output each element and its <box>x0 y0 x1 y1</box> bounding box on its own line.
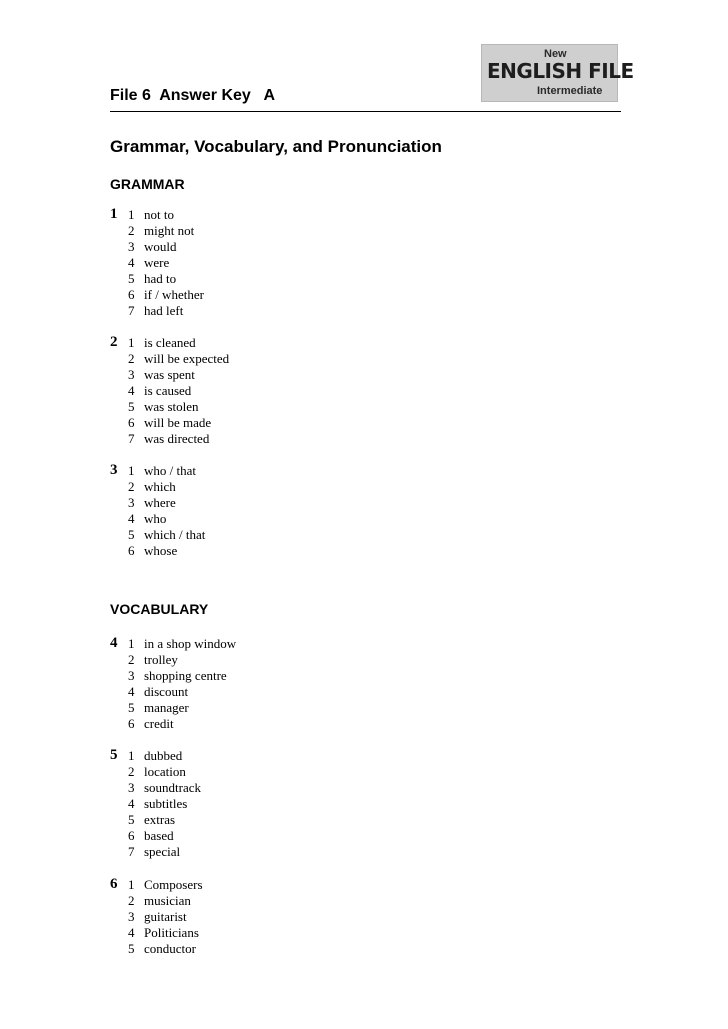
exercise-number: 4 <box>110 635 118 651</box>
answer-number: 4 <box>128 796 135 811</box>
answer-row <box>110 239 410 255</box>
answer-text: whose <box>144 543 178 558</box>
answer-number: 3 <box>128 495 135 510</box>
exercise-5 <box>110 748 410 860</box>
answer-number: 2 <box>128 223 135 238</box>
answer-number: 1 <box>128 463 135 478</box>
answer-text: will be expected <box>144 351 230 366</box>
answer-number: 4 <box>128 383 135 398</box>
exercise-6 <box>110 877 410 957</box>
answer-text: who <box>144 511 167 526</box>
answer-row <box>110 255 410 271</box>
answer-row <box>110 668 410 684</box>
answer-text: special <box>144 844 181 859</box>
answer-text: where <box>144 495 176 510</box>
answer-number: 2 <box>128 764 135 779</box>
exercise-2 <box>110 335 410 447</box>
answer-number: 1 <box>128 207 135 222</box>
answer-row <box>110 415 410 431</box>
answer-row <box>110 495 410 511</box>
answer-row <box>110 796 410 812</box>
answer-row <box>110 223 410 239</box>
answer-text: was stolen <box>144 399 199 414</box>
answer-text: is caused <box>144 383 192 398</box>
answer-number: 7 <box>128 303 135 318</box>
answer-text: if / whether <box>144 287 204 302</box>
answer-row <box>110 511 410 527</box>
answer-row <box>110 700 410 716</box>
answer-row <box>110 925 410 941</box>
answer-text: which / that <box>144 527 206 542</box>
answer-number: 3 <box>128 668 135 683</box>
answer-row <box>110 527 410 543</box>
answer-number: 6 <box>128 543 135 558</box>
logo-level: Intermediate <box>537 85 603 97</box>
answer-row <box>110 812 410 828</box>
answer-text: Composers <box>144 877 203 892</box>
exercise-1 <box>110 207 410 319</box>
answer-row <box>110 431 410 447</box>
answer-text: not to <box>144 207 174 222</box>
answer-row <box>110 748 410 764</box>
answer-number: 1 <box>128 748 135 763</box>
answer-number: 2 <box>128 351 135 366</box>
answer-number: 4 <box>128 684 135 699</box>
answer-row <box>110 287 410 303</box>
section-title: Grammar, Vocabulary, and Pronunciation <box>110 137 442 156</box>
answer-text: in a shop window <box>144 636 237 651</box>
answer-text: was spent <box>144 367 195 382</box>
answer-text: is cleaned <box>144 335 196 350</box>
answer-text: location <box>144 764 186 779</box>
answer-number: 7 <box>128 844 135 859</box>
answer-row <box>110 877 410 893</box>
answer-text: soundtrack <box>144 780 202 795</box>
answer-row <box>110 335 410 351</box>
answer-text: discount <box>144 684 189 699</box>
answer-number: 1 <box>128 877 135 892</box>
exercise-number: 3 <box>110 462 118 478</box>
answer-text: subtitles <box>144 796 188 811</box>
answer-text: guitarist <box>144 909 187 924</box>
exercise-number: 5 <box>110 747 118 763</box>
english-file-logo <box>481 44 634 102</box>
answer-number: 1 <box>128 636 135 651</box>
answer-text: based <box>144 828 174 843</box>
answer-number: 7 <box>128 431 135 446</box>
answer-number: 5 <box>128 399 135 414</box>
answer-text: had left <box>144 303 184 318</box>
answer-row <box>110 684 410 700</box>
answer-row <box>110 893 410 909</box>
answer-row <box>110 383 410 399</box>
answer-number: 4 <box>128 255 135 270</box>
answer-number: 5 <box>128 812 135 827</box>
answer-number: 2 <box>128 893 135 908</box>
answer-row <box>110 399 410 415</box>
answer-text: would <box>144 239 177 254</box>
answer-number: 5 <box>128 271 135 286</box>
answer-text: shopping centre <box>144 668 227 683</box>
answer-number: 2 <box>128 652 135 667</box>
answer-number: 5 <box>128 527 135 542</box>
exercise-3 <box>110 463 410 559</box>
answer-row <box>110 479 410 495</box>
answer-number: 3 <box>128 780 135 795</box>
logo-title: ENGLISH FILE <box>487 59 634 83</box>
answer-text: were <box>144 255 170 270</box>
answer-text: musician <box>144 893 191 908</box>
answer-row <box>110 367 410 383</box>
answer-row <box>110 941 410 957</box>
answer-number: 4 <box>128 925 135 940</box>
answer-number: 3 <box>128 367 135 382</box>
answer-number: 6 <box>128 828 135 843</box>
grammar-heading: GRAMMAR <box>110 176 185 192</box>
answer-text: Politicians <box>144 925 199 940</box>
exercise-number: 6 <box>110 876 118 892</box>
answer-number: 2 <box>128 479 135 494</box>
answer-text: was directed <box>144 431 210 446</box>
answer-row <box>110 909 410 925</box>
exercise-number: 2 <box>110 334 118 350</box>
answer-row <box>110 716 410 732</box>
answer-row <box>110 652 410 668</box>
answer-text: trolley <box>144 652 178 667</box>
answer-row <box>110 764 410 780</box>
header-rule <box>110 111 621 112</box>
answer-number: 6 <box>128 287 135 302</box>
answer-text: credit <box>144 716 174 731</box>
answer-text: conductor <box>144 941 196 956</box>
file-title: File 6 Answer Key A <box>110 87 276 104</box>
answer-number: 5 <box>128 941 135 956</box>
answer-row <box>110 828 410 844</box>
answer-row <box>110 351 410 367</box>
answer-text: dubbed <box>144 748 183 763</box>
answer-number: 4 <box>128 511 135 526</box>
exercise-number: 1 <box>110 206 118 222</box>
answer-text: who / that <box>144 463 196 478</box>
logo-new-label: New <box>544 48 567 60</box>
answer-row <box>110 780 410 796</box>
answer-text: which <box>144 479 176 494</box>
answer-text: manager <box>144 700 189 715</box>
answer-number: 3 <box>128 909 135 924</box>
answer-row <box>110 303 410 319</box>
answer-number: 3 <box>128 239 135 254</box>
vocabulary-heading: VOCABULARY <box>110 601 209 617</box>
answer-text: might not <box>144 223 195 238</box>
answer-row <box>110 543 410 559</box>
answer-number: 1 <box>128 335 135 350</box>
answer-number: 5 <box>128 700 135 715</box>
answer-row <box>110 844 410 860</box>
answer-row <box>110 271 410 287</box>
answer-number: 6 <box>128 415 135 430</box>
answer-number: 6 <box>128 716 135 731</box>
answer-text: extras <box>144 812 176 827</box>
answer-row <box>110 463 410 479</box>
exercise-4 <box>110 636 410 732</box>
answer-row <box>110 207 410 223</box>
answer-row <box>110 636 410 652</box>
answer-text: will be made <box>144 415 212 430</box>
answer-text: had to <box>144 271 177 286</box>
